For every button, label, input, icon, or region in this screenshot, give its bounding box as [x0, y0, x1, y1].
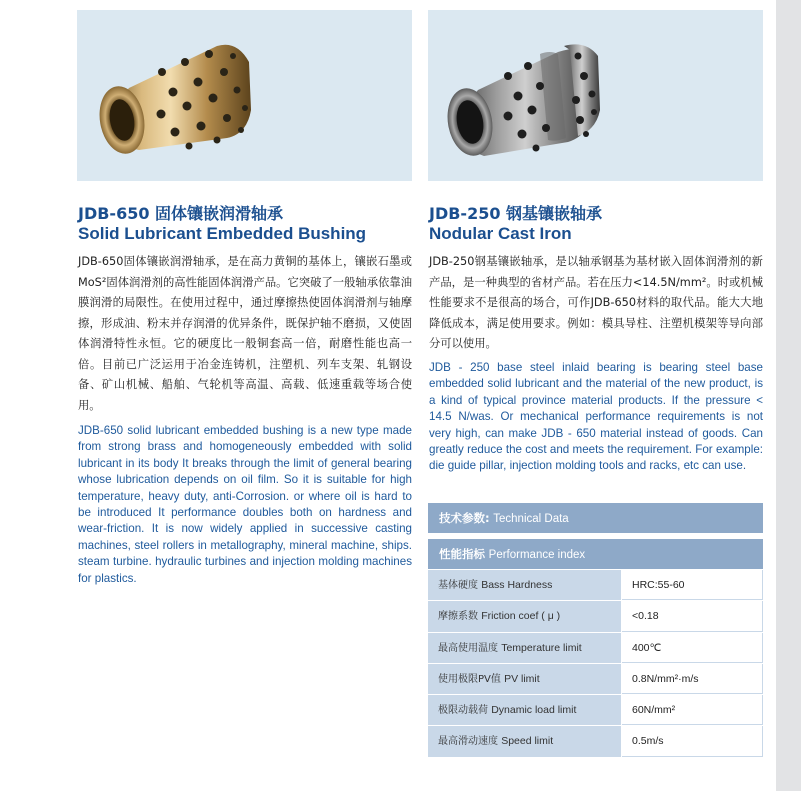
spec-value: 60N/mm²: [622, 695, 763, 725]
performance-spec-table: [428, 570, 763, 758]
spec-row-speed: [428, 726, 763, 757]
right-product-title-en: Nodular Cast Iron: [429, 224, 572, 243]
spec-name-cell: [428, 570, 622, 600]
spec-name-cn: 最高滑动速度: [438, 736, 498, 748]
steel-bushing-image: [428, 10, 763, 181]
spec-name-cn: 基体硬度: [438, 580, 478, 591]
technical-data-header: [428, 503, 763, 533]
spec-row-friction: [428, 601, 763, 632]
performance-index-label-cn: 性能指标: [439, 547, 485, 561]
spec-name-en: Bass Hardness: [481, 579, 553, 591]
left-product-title-cn: JDB-650 固体镶嵌润滑轴承: [78, 204, 284, 223]
spec-value: HRC:55-60: [622, 570, 763, 600]
performance-index-header: [428, 539, 763, 569]
spec-name-cn: 使用极限PV值: [438, 673, 501, 685]
spec-row-temperature: [428, 633, 763, 664]
spec-row-pv-limit: [428, 664, 763, 695]
spec-name-cn: 摩擦系数: [438, 611, 478, 623]
spec-name-en: PV limit: [504, 672, 540, 685]
spec-value: 0.5m/s: [622, 726, 763, 756]
spec-name-en: Friction coef ( μ ): [481, 610, 561, 623]
brass-bushing-image: [77, 10, 412, 181]
left-product-description-cn: JDB-650固体镶嵌润滑轴承，是在高力黄铜的基体上，镶嵌石墨或MoS²固体润滑剂的高性能固体润滑产品。它突破了一般轴承依靠油膜润滑的局限性。在使用过程中，通过摩擦热使固体润滑剂与轴摩擦，形成油、粉末并存润滑的优异条件，既保护轴不磨损，又使固体润滑特性永恒。它的硬度比一般铜套高一倍，耐磨性能也高一倍。目前已广泛运用于冶金连铸机，注塑机、列车支架、轧钢设备、矿山机械、船舶、气轮机等高温、高载、低速重载等场合使用。: [78, 255, 412, 412]
spec-name-cell: [428, 726, 622, 756]
right-product-title-cn: JDB-250 钢基镶嵌轴承: [429, 204, 603, 223]
spec-name-cn: 极限动载荷: [438, 705, 488, 717]
spec-name-cell: [428, 601, 622, 631]
spec-value: 0.8N/mm²·m/s: [622, 664, 763, 694]
left-product-title-en: Solid Lubricant Embedded Bushing: [78, 224, 367, 243]
spec-name-en: Dynamic load limit: [491, 704, 577, 717]
spec-name-cell: [428, 664, 622, 694]
spec-name-en: Temperature limit: [501, 641, 582, 654]
technical-data-label-en: Technical Data: [493, 513, 569, 525]
spec-row-hardness: [428, 570, 763, 601]
right-margin-strip: [776, 0, 801, 791]
right-product-description-en: JDB - 250 base steel inlaid bearing is bearing steel base embedded solid lubricant and the material of the new product, is a kind of typical province material products. If the pressure < 14.5 N/was. Or mechanical performance requirements is not very high, can make JDB - 650 material instead of goods. Can greatly reduce the cost and meets the requirement. For example: die guide pillar, injection molding tools and racks, etc can use.: [429, 361, 763, 473]
spec-name-cn: 最高使用温度: [438, 642, 498, 654]
left-product-description-en: JDB-650 solid lubricant embedded bushing is a new type made from strong brass and homogeneously embedded with solid lubricant in its body It breaks through the limit of general bearing whose lubrication depends on oil film. So it is suitable for high temperature, heavy duty, anti-Corrosion. or where oil is hard to be introduced It performance doubles both on hardness and wear-friction. It is now widely applied in successive casting machines, steel rollers in metallography, mineral machine, ships. steam turbine. hydraulic turbines and injection molding machines for plastics.: [78, 424, 412, 585]
technical-data-label-cn: 技术参数:: [439, 511, 490, 525]
spec-row-dynamic-load: [428, 695, 763, 726]
spec-value: <0.18: [622, 601, 763, 631]
performance-index-label-en: Performance index: [488, 549, 586, 561]
spec-name-cell: [428, 695, 622, 725]
spec-value: 400℃: [622, 633, 763, 663]
steel-bushing-photo: [428, 10, 763, 181]
spec-name-cell: [428, 633, 622, 663]
spec-name-en: Speed limit: [501, 735, 554, 748]
right-product-description-cn: JDB-250钢基镶嵌轴承，是以轴承钢基为基材嵌入固体润滑剂的新产品，是一种典型的省材产品。若在压力<14.5N/mm²。时或机械性能要求不是很高的场合，可作JDB-650材料的取代品。能大大地降低成本，满足使用要求。例如：模具导柱、注塑机模架等导向部分可以使用。: [429, 255, 763, 350]
brass-bushing-photo: [77, 10, 412, 181]
